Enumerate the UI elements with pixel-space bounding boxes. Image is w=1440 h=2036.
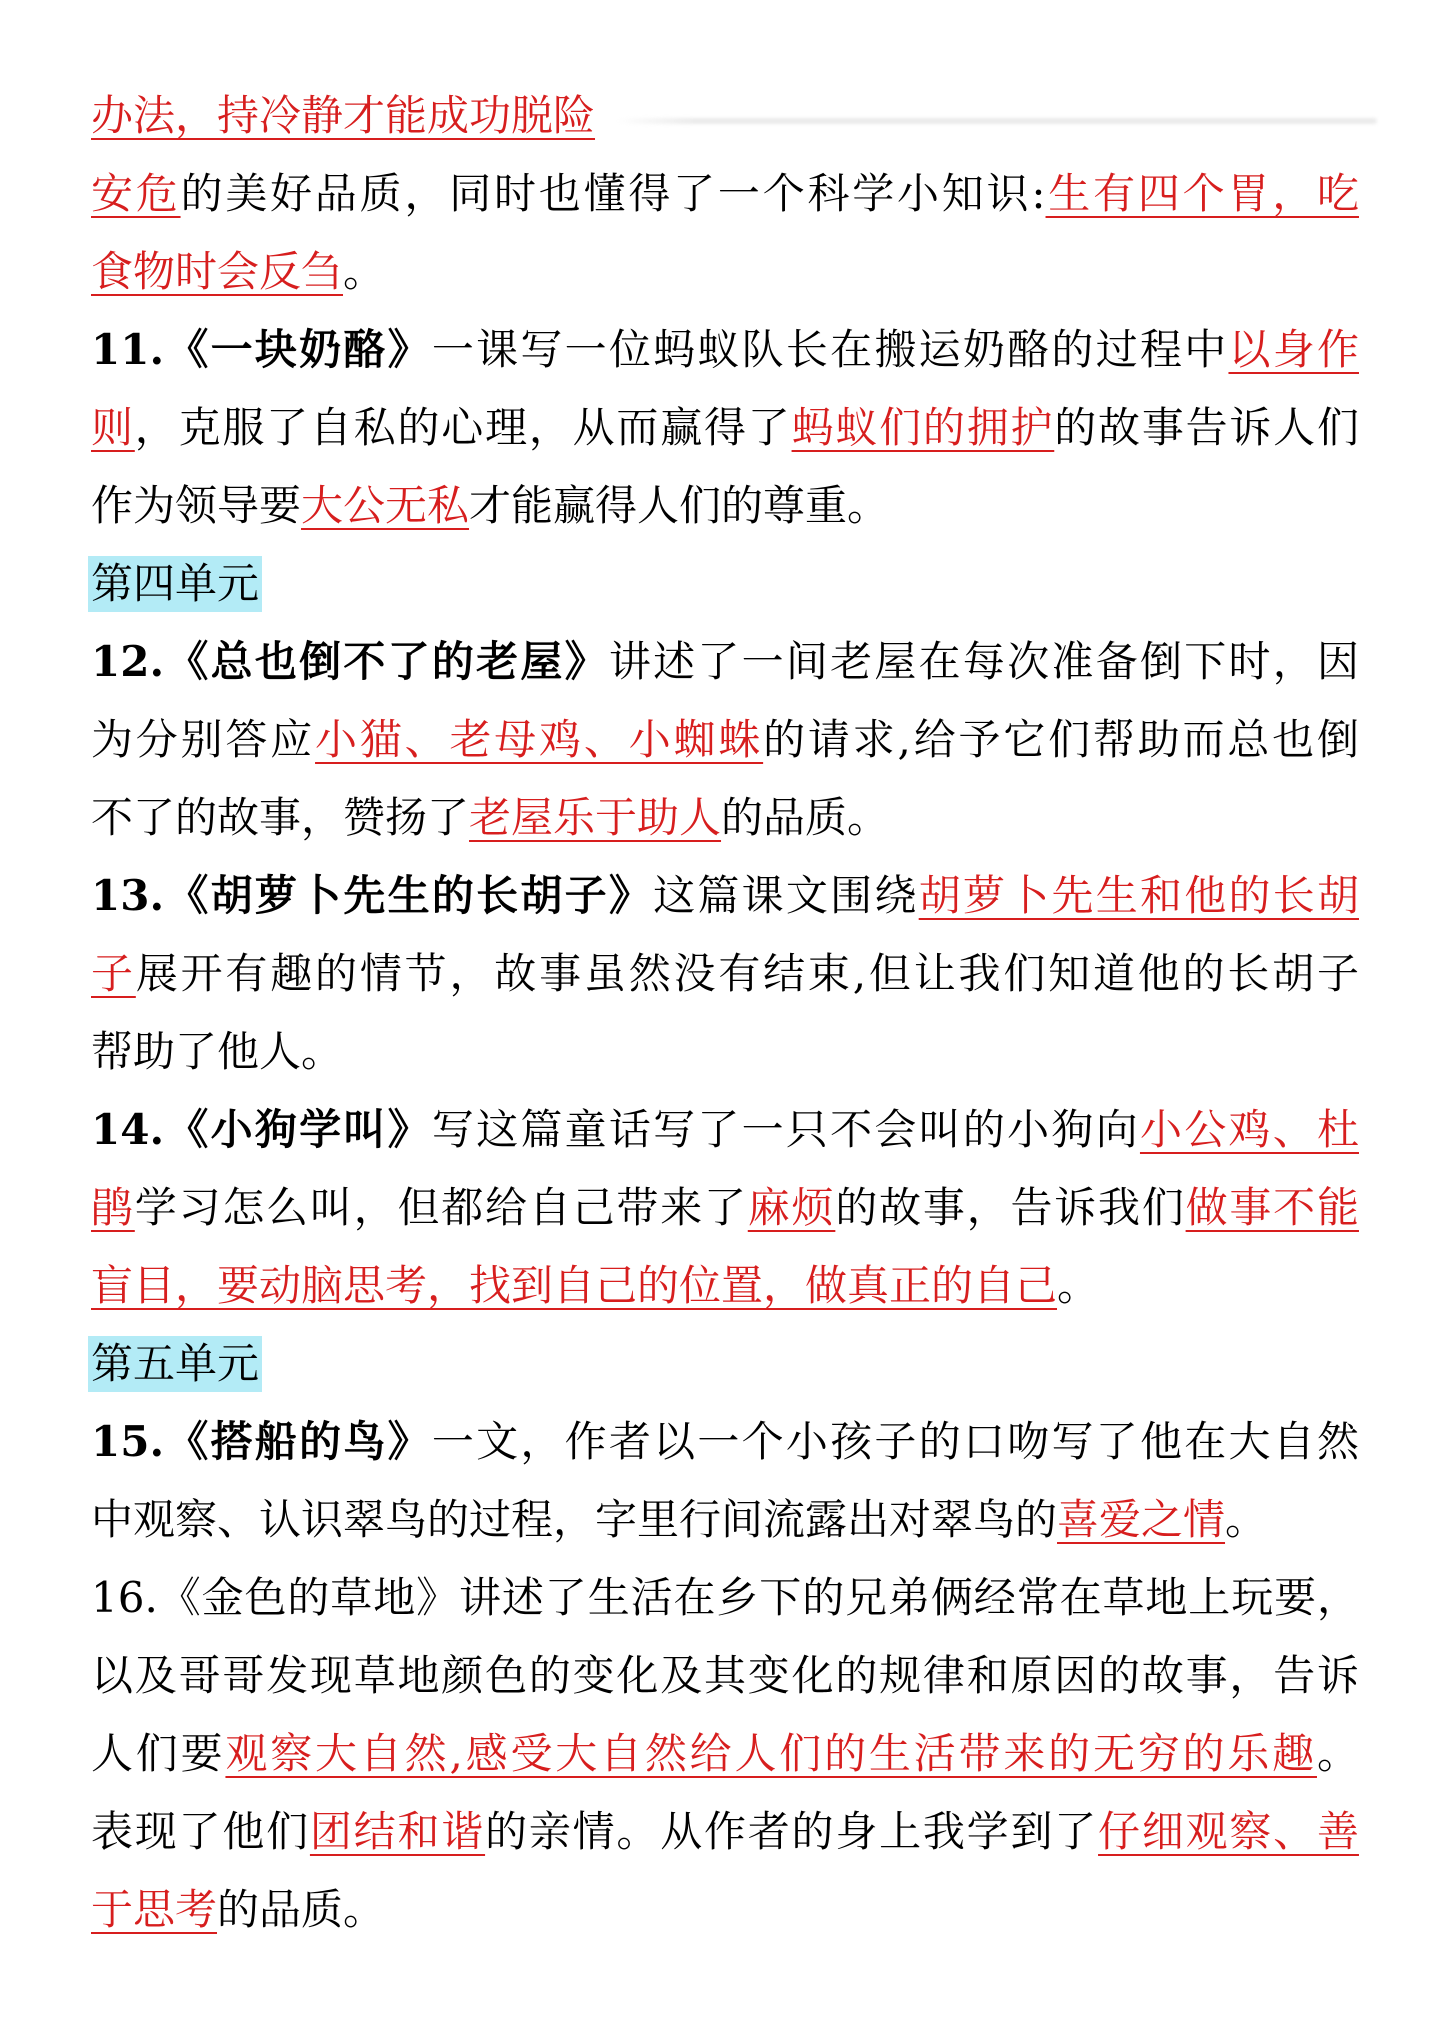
text-line (91, 1247, 1359, 1325)
lesson-title: 12.《总也倒不了的老屋》 (91, 637, 609, 686)
answer-underlined-text: 蚂蚁们的拥护 (791, 403, 1055, 452)
answer-underlined-text: 办法，持冷静才能成功脱险 (91, 91, 596, 140)
answer-underlined-text: 子 (91, 949, 136, 998)
answer-underlined-text: 老屋乐于助人 (469, 793, 722, 842)
body-text: 不了的故事，赞扬了 (91, 793, 470, 842)
body-text: 的美好品质，同时也懂得了一个科学小知识: (180, 169, 1046, 218)
lesson-paragraph (91, 311, 1359, 545)
text-line (91, 1481, 1359, 1559)
answer-underlined-text: 于思考 (91, 1885, 218, 1934)
text-line (91, 779, 1359, 857)
answer-underlined-text: 麻烦 (747, 1183, 836, 1232)
body-text: 。 (1057, 1261, 1100, 1310)
answer-underlined-text: 盲目，要动脑思考，找到自己的位置，做真正的自己 (91, 1261, 1058, 1310)
body-text: 讲述了一间老屋在每次准备倒下时，因 (608, 637, 1359, 686)
body-text: 表现了他们 (91, 1807, 310, 1856)
answer-underlined-text: 观察大自然,感受大自然给人们的生活带来的无穷的乐趣 (225, 1729, 1317, 1778)
text-line (91, 389, 1359, 467)
text-line (91, 1403, 1359, 1481)
answer-underlined-text: 则 (91, 403, 135, 452)
answer-underlined-text: 安危 (91, 169, 181, 218)
body-text: 一课写一位蚂蚁队长在搬运奶酪的过程中 (431, 325, 1229, 374)
answer-underlined-text: 鹃 (91, 1183, 135, 1232)
answer-underlined-text: 食物时会反刍 (91, 247, 344, 296)
body-text: 的故事，告诉我们 (835, 1183, 1186, 1232)
lesson-paragraph (91, 1091, 1359, 1325)
text-line (91, 311, 1359, 389)
pasted-text-strip (91, 77, 1359, 155)
answer-underlined-text: 做事不能 (1185, 1183, 1359, 1232)
answer-underlined-text: 小公鸡、杜 (1139, 1105, 1359, 1154)
body-text: 中观察、认识翠鸟的过程，字里行间流露出对翠鸟的 (91, 1495, 1058, 1544)
text-line (91, 77, 1359, 155)
text-line (91, 233, 1359, 311)
body-text: 学习怎么叫，但都给自己带来了 (134, 1183, 748, 1232)
text-line (91, 623, 1359, 701)
answer-underlined-text: 以身作 (1228, 325, 1359, 374)
text-line (91, 857, 1359, 935)
body-text: 写这篇童话写了一只不会叫的小狗向 (431, 1105, 1140, 1154)
text-line (91, 1793, 1359, 1871)
body-text: 。 (343, 247, 386, 296)
lesson-paragraph (91, 623, 1359, 857)
answer-underlined-text: 团结和谐 (309, 1807, 486, 1856)
body-text: 这篇课文围绕 (653, 871, 919, 920)
body-text: 人们要 (91, 1729, 226, 1778)
answer-underlined-text: 胡萝卜先生和他的长胡 (918, 871, 1359, 920)
lesson-paragraph (91, 155, 1359, 311)
text-line (91, 1169, 1359, 1247)
text-line (91, 701, 1359, 779)
answer-underlined-text: 仔细观察、善 (1098, 1807, 1359, 1856)
text-line (91, 155, 1359, 233)
unit-heading-label: 第四单元 (88, 556, 262, 612)
unit-heading-label: 第五单元 (88, 1336, 262, 1392)
body-text: 的品质。 (721, 793, 890, 842)
body-text: 的亲情。从作者的身上我学到了 (485, 1807, 1099, 1856)
body-text: 为分别答应 (91, 715, 316, 764)
answer-underlined-text: 喜爱之情 (1057, 1495, 1226, 1544)
lesson-paragraph (91, 857, 1359, 1091)
body-text: 的请求,给予它们帮助而总也倒 (763, 715, 1359, 764)
lesson-title: 13.《胡萝卜先生的长胡子》 (91, 871, 654, 920)
body-text: 。 (1225, 1495, 1268, 1544)
text-line (91, 1091, 1359, 1169)
answer-underlined-text: 小猫、老母鸡、小蜘蛛 (315, 715, 764, 764)
lesson-title: 15.《搭船的鸟》 (91, 1417, 432, 1466)
text-line (91, 1871, 1359, 1949)
answer-underlined-text: 大公无私 (301, 481, 470, 530)
answer-underlined-text: 生有四个胃，吃 (1045, 169, 1359, 218)
unit-heading (91, 545, 1359, 623)
text-line (91, 1637, 1359, 1715)
body-text: 帮助了他人。 (91, 1027, 344, 1076)
body-text: ，克服了自私的心理，从而赢得了 (134, 403, 792, 452)
unit-heading (91, 1325, 1359, 1403)
body-text: 一文，作者以一个小孩子的口吻写了他在大自然 (431, 1417, 1359, 1466)
body-text: 才能赢得人们的尊重。 (469, 481, 890, 530)
body-text: 16.《金色的草地》 (91, 1573, 459, 1622)
text-line (91, 467, 1359, 545)
body-text: 讲述了生活在乡下的兄弟俩经常在草地上玩要， (459, 1573, 1359, 1622)
lesson-title: 14.《小狗学叫》 (91, 1105, 432, 1154)
body-text: 展开有趣的情节，故事虽然没有结束,但让我们知道他的长胡子 (135, 949, 1359, 998)
body-text: 作为领导要 (91, 481, 302, 530)
text-line (91, 1013, 1359, 1091)
lesson-paragraph (91, 1559, 1359, 1949)
text-line (91, 1559, 1359, 1637)
body-text: 的故事告诉人们 (1054, 403, 1359, 452)
lesson-paragraph (91, 1403, 1359, 1559)
text-line (91, 935, 1359, 1013)
text-line (91, 1715, 1359, 1793)
body-text: 。 (1316, 1729, 1359, 1778)
document-body (91, 77, 1359, 1949)
body-text: 的品质。 (217, 1885, 386, 1934)
lesson-title: 11.《一块奶酪》 (91, 325, 432, 374)
body-text: 以及哥哥发现草地颜色的变化及其变化的规律和原因的故事，告诉 (91, 1651, 1359, 1700)
